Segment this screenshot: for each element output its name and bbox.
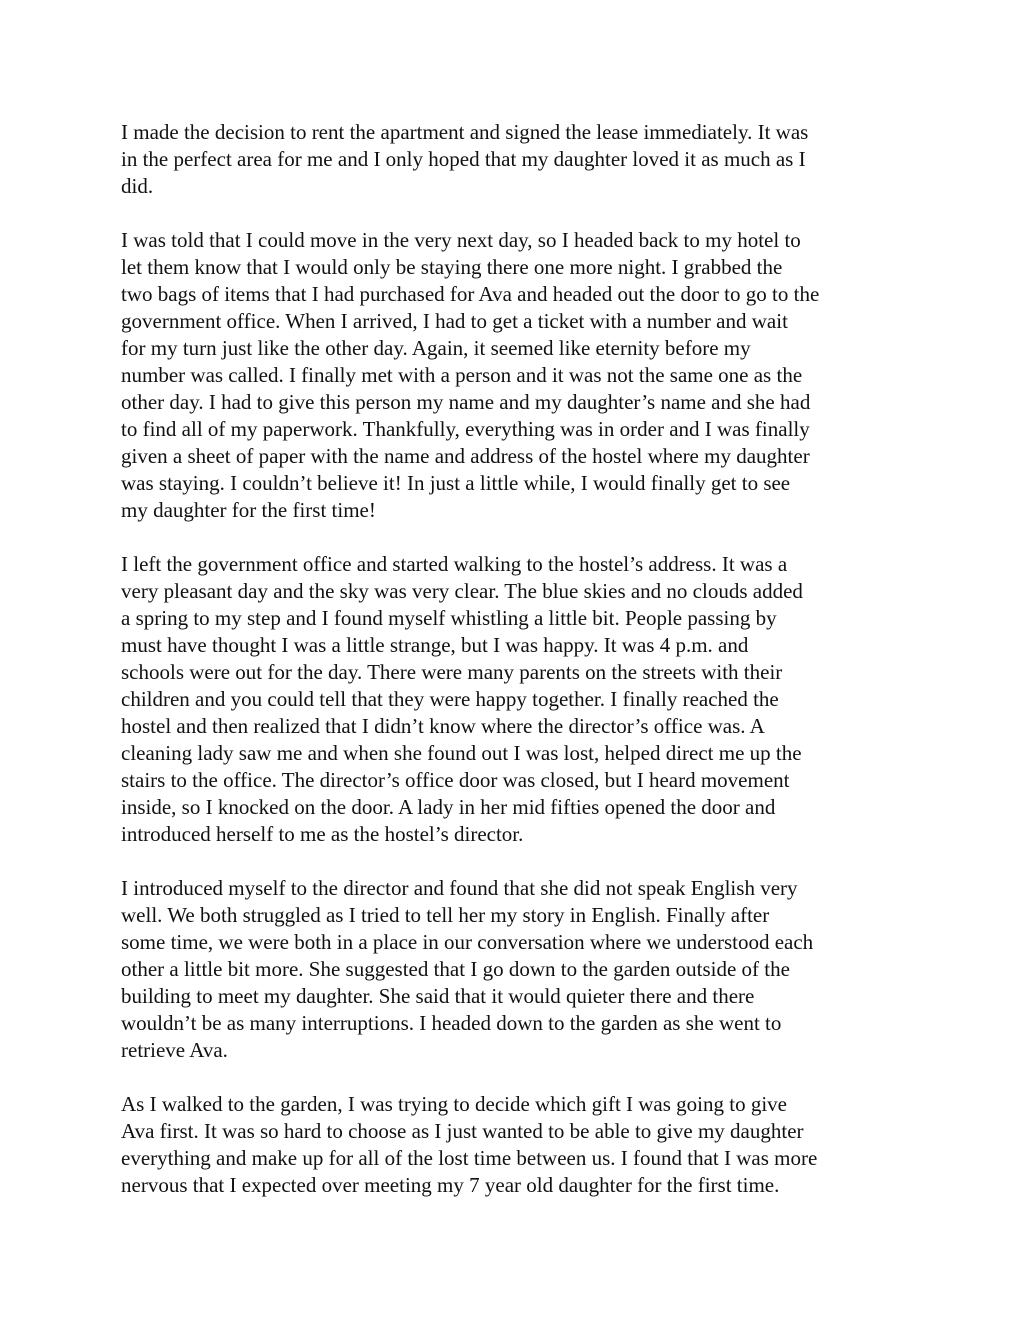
text-line: given a sheet of paper with the name and address of the hostel where my daughter <box>121 444 810 468</box>
paragraph <box>121 551 921 848</box>
text-line: did. <box>121 174 154 198</box>
text-line: retrieve Ava. <box>121 1038 228 1062</box>
text-line: was staying. I couldn’t believe it! In just a little while, I would finally get to see <box>121 471 791 495</box>
text-line: other day. I had to give this person my name and my daughter’s name and she had <box>121 390 811 414</box>
text-line: two bags of items that I had purchased for Ava and headed out the door to go to the <box>121 282 820 306</box>
paragraph <box>121 1091 921 1199</box>
text-line: inside, so I knocked on the door. A lady in her mid fifties opened the door and <box>121 795 776 819</box>
text-line: a spring to my step and I found myself whistling a little bit. People passing by <box>121 606 777 630</box>
text-line: introduced herself to me as the hostel’s director. <box>121 822 524 846</box>
text-line: to find all of my paperwork. Thankfully, everything was in order and I was finally <box>121 417 810 441</box>
text-line: building to meet my daughter. She said that it would quieter there and there <box>121 984 755 1008</box>
text-line: must have thought I was a little strange, but I was happy. It was 4 p.m. and <box>121 633 749 657</box>
text-line: As I walked to the garden, I was trying to decide which gift I was going to give <box>121 1092 788 1116</box>
text-line: I introduced myself to the director and found that she did not speak English very <box>121 876 798 900</box>
text-line: everything and make up for all of the lost time between us. I found that I was more <box>121 1146 818 1170</box>
text-line: some time, we were both in a place in our conversation where we understood each <box>121 930 814 954</box>
text-line: in the perfect area for me and I only hoped that my daughter loved it as much as I <box>121 147 806 171</box>
text-line: let them know that I would only be staying there one more night. I grabbed the <box>121 255 783 279</box>
document-body <box>121 119 921 1226</box>
text-line: for my turn just like the other day. Again, it seemed like eternity before my <box>121 336 751 360</box>
text-line: children and you could tell that they were happy together. I finally reached the <box>121 687 779 711</box>
paragraph <box>121 227 921 524</box>
paragraph <box>121 119 921 200</box>
text-line: other a little bit more. She suggested that I go down to the garden outside of the <box>121 957 790 981</box>
paragraph <box>121 875 921 1064</box>
text-line: stairs to the office. The director’s office door was closed, but I heard movement <box>121 768 790 792</box>
text-line: cleaning lady saw me and when she found out I was lost, helped direct me up the <box>121 741 802 765</box>
text-line: well. We both struggled as I tried to tell her my story in English. Finally after <box>121 903 770 927</box>
text-line: my daughter for the first time! <box>121 498 376 522</box>
text-line: hostel and then realized that I didn’t know where the director’s office was. A <box>121 714 765 738</box>
text-line: I left the government office and started walking to the hostel’s address. It was a <box>121 552 788 576</box>
text-line: Ava first. It was so hard to choose as I just wanted to be able to give my daughter <box>121 1119 804 1143</box>
text-line: very pleasant day and the sky was very clear. The blue skies and no clouds added <box>121 579 803 603</box>
text-line: wouldn’t be as many interruptions. I headed down to the garden as she went to <box>121 1011 782 1035</box>
text-line: I made the decision to rent the apartment and signed the lease immediately. It was <box>121 120 809 144</box>
text-line: number was called. I finally met with a person and it was not the same one as the <box>121 363 803 387</box>
text-line: nervous that I expected over meeting my 7 year old daughter for the first time. <box>121 1173 780 1197</box>
text-line: I was told that I could move in the very next day, so I headed back to my hotel to <box>121 228 801 252</box>
text-line: government office. When I arrived, I had to get a ticket with a number and wait <box>121 309 788 333</box>
text-line: schools were out for the day. There were many parents on the streets with their <box>121 660 783 684</box>
